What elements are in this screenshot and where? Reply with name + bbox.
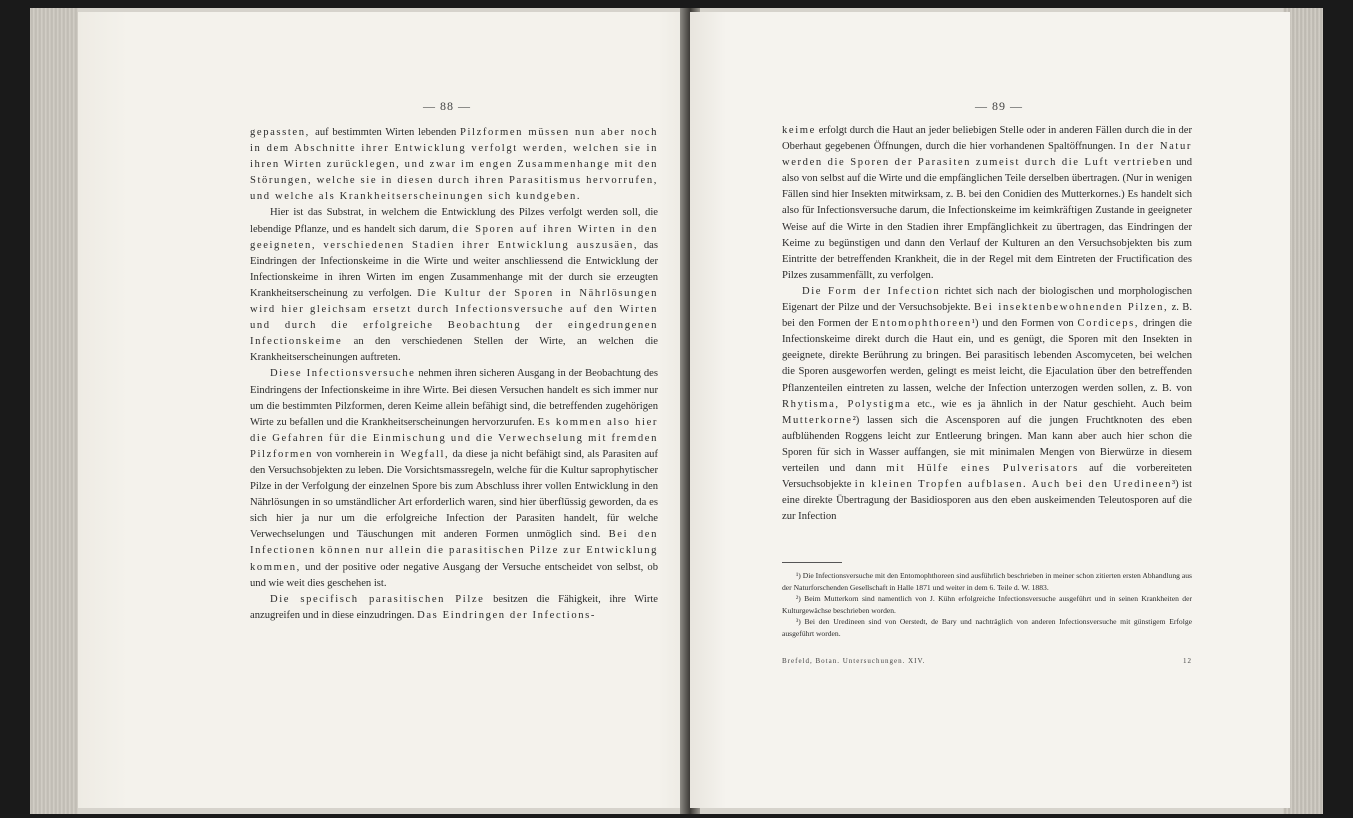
emphasized-text: Die Kultur der Sporen in Nährlösungen wird hier gleichsam ersetzt durch Infectionsversuche auf den Wirten und durch die erfolgreiche Beobachtung der eingedrungenen Infectionskeime xyxy=(250,287,658,348)
body-text: z. B. bei den Formen der xyxy=(782,302,1192,330)
emphasized-text: Mutterkorne xyxy=(782,414,853,426)
body-text: ²) lassen sich die Ascensporen auf die jungen Fruchtknoten des eben aufblühenden Roggens leicht zur Entleerung bringen. Man kann aber auch hier schon die Sporen für sich in Wasser auffangen, sie mit minimalen Mengen von Bierwürze in diesem verteilen und dann xyxy=(782,414,1192,474)
footnote-3: ³) Bei den Uredineen sind von Oerstedt, de Bary und nachträglich von anderen Infectionsversuche mit günstigem Erfolge ausgeführt worden. xyxy=(782,617,1192,638)
signature-line xyxy=(782,657,1192,665)
body-text: auf die vorbereiteten Versuchsobjekte xyxy=(782,462,1192,491)
body-text: ¹) und den Formen von xyxy=(971,318,1078,330)
emphasized-text: mit Hülfe eines Pulverisators xyxy=(886,462,1079,474)
body-text: richtet sich nach der biologischen und morphologischen Eigenart der Pilze und der Versuchsobjekte. xyxy=(782,285,1192,314)
emphasized-text: gepassten, xyxy=(250,127,316,138)
body-text: nehmen ihren sicheren Ausgang in der Beobachtung des Eindringens der Infectionskeime in ihre Wirte. Bei diesen Versuchen handelt es sich immer nur um die bestimmten Pilzformen, deren Keime allein befähigt sind, die betreffenden zugehörigen Wirte zu befallen und die Krankheitserscheinungen hervorzurufen. xyxy=(250,368,658,428)
body-text: das Eindringen der Infectionskeime in die Wirte und weiter anschliessend die Entwicklung der Infectionskeime in ihren Wirten im engen Zusammenhange mit der durch sie erzeugten Krankheitserscheinung zu verfolgen. xyxy=(250,239,658,299)
emphasized-text: Es kommen also hier die Gefahren für die Einmischung und die Verwechselung mit fremden Pilzformen xyxy=(250,416,658,460)
page-number-left: — 88 — xyxy=(423,99,471,113)
body-text: und also von selbst auf die Wirte und die empfänglichen Teile derselben übertragen. (Nur in wenigen Fällen sind hier Insekten mitwirksam, z. B. bei den Conidien des Mutterkornes.) Es handelt sich also für Infectionsversuche darum, die Infectionskeime im keimkräftigen Zustande in geeigneter Weise auf die Wirte in den Stadien ihrer Empfänglichkeit zu übertragen, das Eindringen der Keime zu begünstigen und dann den Verlauf der Kulturen an den Versuchsobjekten bis zum Eintritte der betreffenden Krankheit, die in der Regel mit dem Eintreten der Fructification des Pilzes zusammenfällt, zu verfolgen. xyxy=(782,157,1192,281)
emphasized-text: Die Form der Infection xyxy=(802,285,941,297)
body-text: etc., wie es ja ähnlich in der Natur geschieht. Auch beim xyxy=(911,398,1192,410)
emphasized-text: Cordiceps, xyxy=(1077,318,1140,330)
emphasized-text: Bei insektenbewohnenden Pilzen, xyxy=(973,302,1169,314)
emphasized-text: In der Natur werden die Sporen der Parasiten zumeist durch die Luft vertrieben xyxy=(782,141,1193,169)
emphasized-text: in Wegfall, xyxy=(384,448,450,460)
book-spread xyxy=(30,8,1323,814)
signature-mark: Brefeld, Botan. Untersuchungen. XIV. xyxy=(782,657,926,665)
left-paragraph-4 xyxy=(250,592,658,624)
right-page-text xyxy=(782,123,1192,525)
body-text: auf bestimmten Wirten lebenden xyxy=(315,127,460,138)
body-text: von vornherein xyxy=(313,448,385,460)
emphasized-text: die Sporen auf ihren Wirten in den geeigneten, verschiedenen Stadien ihrer Entwicklung auszusäen, xyxy=(250,223,659,251)
footnotes xyxy=(782,570,1192,640)
emphasized-text: Bei den Infectionen können nur allein die parasitischen Pilze zur Entwicklung kommen, xyxy=(250,529,659,573)
body-text: und der positive oder negative Ausgang der Versuche entscheidet von selbst, ob und wie weit dies geschehen ist. xyxy=(250,561,658,589)
body-text: dringen die Infectionskeime direkt durch die Haut ein, und es genügt, die Sporen mit den Insekten in geeignete, direkte Berührung zu bringen. Bei parasitisch lebenden Ascomyceten, bei welchen die Sporen ausgeworfen werden, gelingt es meist leicht, die Ejaculation über den betreffenden Pflanzenteilen eintreten zu lassen, welche der Infection unterzogen werden sollen, z. B. von xyxy=(782,318,1192,394)
left-page-text xyxy=(250,125,658,624)
emphasized-text: Rhytisma, Polystigma xyxy=(782,398,912,410)
right-paragraph-2 xyxy=(782,284,1192,525)
emphasized-text: Das Eindringen der Infections- xyxy=(417,609,596,621)
page-edges-left xyxy=(30,8,78,814)
footnote-rule xyxy=(782,562,842,563)
signature-number: 12 xyxy=(1183,657,1192,665)
left-paragraph-2 xyxy=(250,205,658,366)
emphasized-text: Pilzformen müssen nun aber noch in dem Abschnitte ihrer Entwicklung verfolgt werden, welchen sie in ihren Wirten zurücklegen, und zwar im engen Zusammenhange mit den Störungen, welche sie in diesen durch ihren Parasitismus hervorrufen, und welche als Krankheitserscheinungen sich kundgeben. xyxy=(250,127,658,203)
body-text: ³) ist eine direkte Übertragung der Basidiosporen aus den eben auskeimenden Teleutosporen auf die zur Infection xyxy=(782,479,1192,523)
body-text: an den verschiedenen Stellen der Wirte, an welchen die Krankheitserscheinungen auftreten. xyxy=(250,336,658,364)
emphasized-text: Die specifisch parasitischen Pilze xyxy=(270,593,485,605)
right-paragraph-1 xyxy=(782,123,1192,284)
left-paragraph-3 xyxy=(250,366,658,591)
body-text: da diese ja nicht befähigt sind, als Parasiten auf den Versuchsobjekten zu leben. Die Vorsichtsmassregeln, welche für die Kultur saprophytischer Pilze in der Verfolgung der einzelnen Spore bis zum Abschluss ihrer vollen Entwicklung in den Nährlösungen in so umständlicher Art erforderlich waren, sind hier überflüssig geworden, da es sich hier ja nur um die erfolgreiche Infection der Parasiten handelt, für welche Verwechselungen und Täuschungen mit anderen Formen unmöglich sind. xyxy=(250,448,658,541)
body-text: Hier ist das Substrat, in welchem die Entwicklung des Pilzes verfolgt werden soll, die lebendige Pflanze, und es handelt sich darum, xyxy=(250,207,658,235)
emphasized-text: keime xyxy=(782,125,816,136)
emphasized-text: Diese Infectionsversuche xyxy=(270,368,416,380)
body-text: erfolgt durch die Haut an jeder beliebigen Stelle oder in anderen Fällen durch die in der Oberhaut gegebenen Öffnungen, durch die hier vorhandenen Spaltöffnungen. xyxy=(782,125,1192,153)
left-page xyxy=(78,12,708,808)
right-page xyxy=(690,12,1290,808)
emphasized-text: Entomophthoreen xyxy=(871,318,972,330)
emphasized-text: in kleinen Tropfen aufblasen. Auch bei den Uredineen xyxy=(854,479,1172,491)
body-text: besitzen die Fähigkeit, ihre Wirte anzugreifen und in diese einzudringen. xyxy=(250,593,659,621)
footnote-2: ²) Beim Mutterkorn sind namentlich von J. Kühn erfolgreiche Infectionsversuche ausgeführt und in seinen Krankheiten der Kulturgewächse beschrieben worden. xyxy=(782,594,1192,615)
page-number-right: — 89 — xyxy=(975,99,1023,113)
left-paragraph-1 xyxy=(250,125,658,205)
footnote-1: ¹) Die Infectionsversuche mit den Entomophthoreen sind ausführlich beschrieben in meiner schon zitierten ersten Abhandlung aus der Naturforschenden Gesellschaft in Halle 1871 und weiter in dem 6. Teile d. W. 1883. xyxy=(782,571,1192,592)
